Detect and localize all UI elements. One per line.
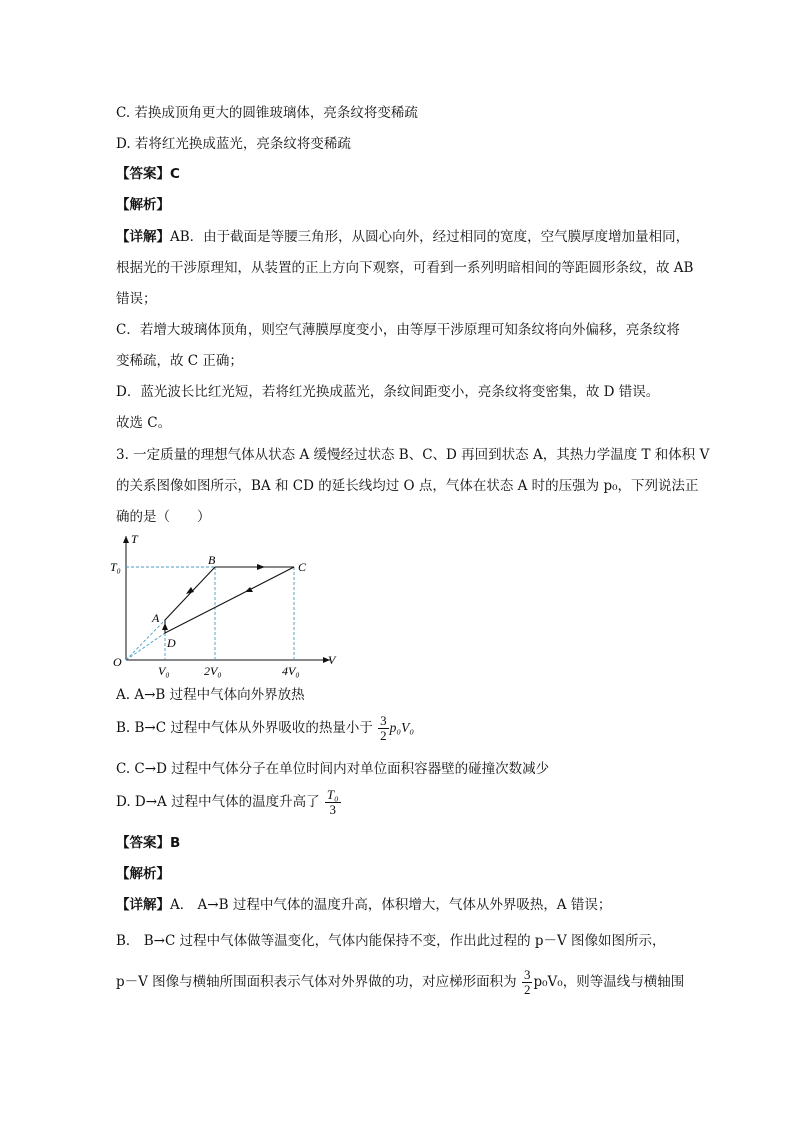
q3-option-b xyxy=(116,714,414,743)
q3-stem-1: 3. 一定质量的理想气体从状态 A 缓慢经过状态 B、C、D 再回到状态 A，其热力学温度 T 和体积 V xyxy=(116,447,710,463)
point-label-c: C xyxy=(298,560,307,574)
detail-tag: 【详解】 xyxy=(116,229,170,245)
answer-tag: 【答案】 xyxy=(116,835,170,851)
fraction-numerator: 3 xyxy=(523,967,531,982)
q3-answer xyxy=(116,834,180,852)
arrow-ab xyxy=(186,587,194,594)
q2-detail-ab-1 xyxy=(116,228,689,246)
q3-option-a: A. A→B 过程中气体向外界放热 xyxy=(116,687,305,703)
q3-stem-2: 的关系图像如图所示，BA 和 CD 的延长线均过 O 点，气体在状态 A 时的压强为 p₀，下列说法正 xyxy=(116,478,699,494)
q2-option-c: C. 若换成顶角更大的圆锥玻璃体，亮条纹将变稀疏 xyxy=(116,105,418,121)
option-d-text: D. D→A 过程中气体的温度升高了 xyxy=(116,794,320,810)
q3-option-c: C. C→D 过程中气体分子在单位时间内对单位面积容器壁的碰撞次数减少 xyxy=(116,761,550,777)
detail-b-tail: p₀V₀，则等温线与横轴围 xyxy=(533,974,685,990)
cycle-path xyxy=(165,567,294,633)
fraction-denominator: 2 xyxy=(523,982,531,997)
q3-detail-b-2 xyxy=(116,968,684,997)
arrow-da xyxy=(162,623,168,630)
option-b-text: B. B→C 过程中气体从外界吸收的热量小于 xyxy=(116,720,373,736)
q3-detail-a xyxy=(116,896,611,914)
oa-extension xyxy=(126,620,165,660)
q3-option-d xyxy=(116,788,342,817)
q2-conclusion: 故选 C。 xyxy=(116,415,172,431)
fraction-numerator: 3 xyxy=(380,713,387,728)
point-label-b: B xyxy=(208,553,216,567)
q2-detail-c-2: 变稀疏，故 C 正确； xyxy=(116,353,243,369)
q3-analysis-tag: 【解析】 xyxy=(116,866,170,882)
fraction-numerator: T₀ xyxy=(326,787,339,802)
q2-detail-ab-2: 根据光的干涉原理知，从装置的正上方向下观察，可看到一系列明暗相间的等距圆形条纹，故 AB xyxy=(116,260,694,276)
axis-label-v: V xyxy=(328,653,336,667)
detail-tag: 【详解】 xyxy=(116,897,170,913)
axis-label-t: T xyxy=(131,532,138,546)
q3-stem-3: 确的是（ ） xyxy=(116,509,211,525)
answer-value: C xyxy=(170,166,180,182)
fraction-denominator: 3 xyxy=(329,802,337,817)
option-d-fraction xyxy=(325,788,341,817)
detail-text: A． A→B 过程中气体的温度升高，体积增大，气体从外界吸热，A 错误； xyxy=(170,897,612,913)
point-label-d: D xyxy=(167,636,176,650)
answer-tag: 【答案】 xyxy=(116,166,170,182)
origin-label: O xyxy=(113,655,122,669)
q2-detail-c-1: C．若增大玻璃体顶角，则空气薄膜厚度变小，由等厚干涉原理可知条纹将向外偏移，亮条纹将 xyxy=(116,322,680,338)
q2-detail-ab-3: 错误； xyxy=(116,291,157,307)
tick-label-2v0: 2V₀ xyxy=(204,664,222,678)
tick-label-4v0: 4V₀ xyxy=(282,664,300,678)
answer-value: B xyxy=(170,835,181,851)
option-b-fraction xyxy=(378,714,389,743)
arrow-bc xyxy=(257,564,265,570)
fraction-denominator: 2 xyxy=(380,728,387,743)
detail-text: AB．由于截面是等腰三角形，从圆心向外，经过相同的宽度，空气膜厚度增加量相同， xyxy=(170,229,690,245)
od-extension xyxy=(126,633,165,660)
q2-analysis-tag: 【解析】 xyxy=(116,197,170,213)
detail-b-fraction xyxy=(522,968,533,997)
q2-option-d: D. 若将红光换成蓝光，亮条纹将变稀疏 xyxy=(116,136,351,152)
tick-label-v0: V₀ xyxy=(158,664,170,678)
option-b-term: p₀V₀ xyxy=(389,720,415,735)
q3-detail-b-1: B． B→C 过程中气体做等温变化，气体内能保持不变，作出此过程的 p－V 图像如图所示， xyxy=(116,933,666,949)
point-label-a: A xyxy=(152,611,160,625)
t-v-diagram xyxy=(108,530,348,680)
detail-b-text: p－V 图像与横轴所围面积表示气体对外界做的功，对应梯形面积为 xyxy=(116,974,517,990)
q2-answer xyxy=(116,165,180,183)
tick-label-t0: T₀ xyxy=(110,560,121,574)
q2-detail-d: D．蓝光波长比红光短，若将红光换成蓝光，条纹间距变小，亮条纹将变密集，故 D 错误。 xyxy=(116,384,660,400)
arrow-cd xyxy=(245,587,253,592)
